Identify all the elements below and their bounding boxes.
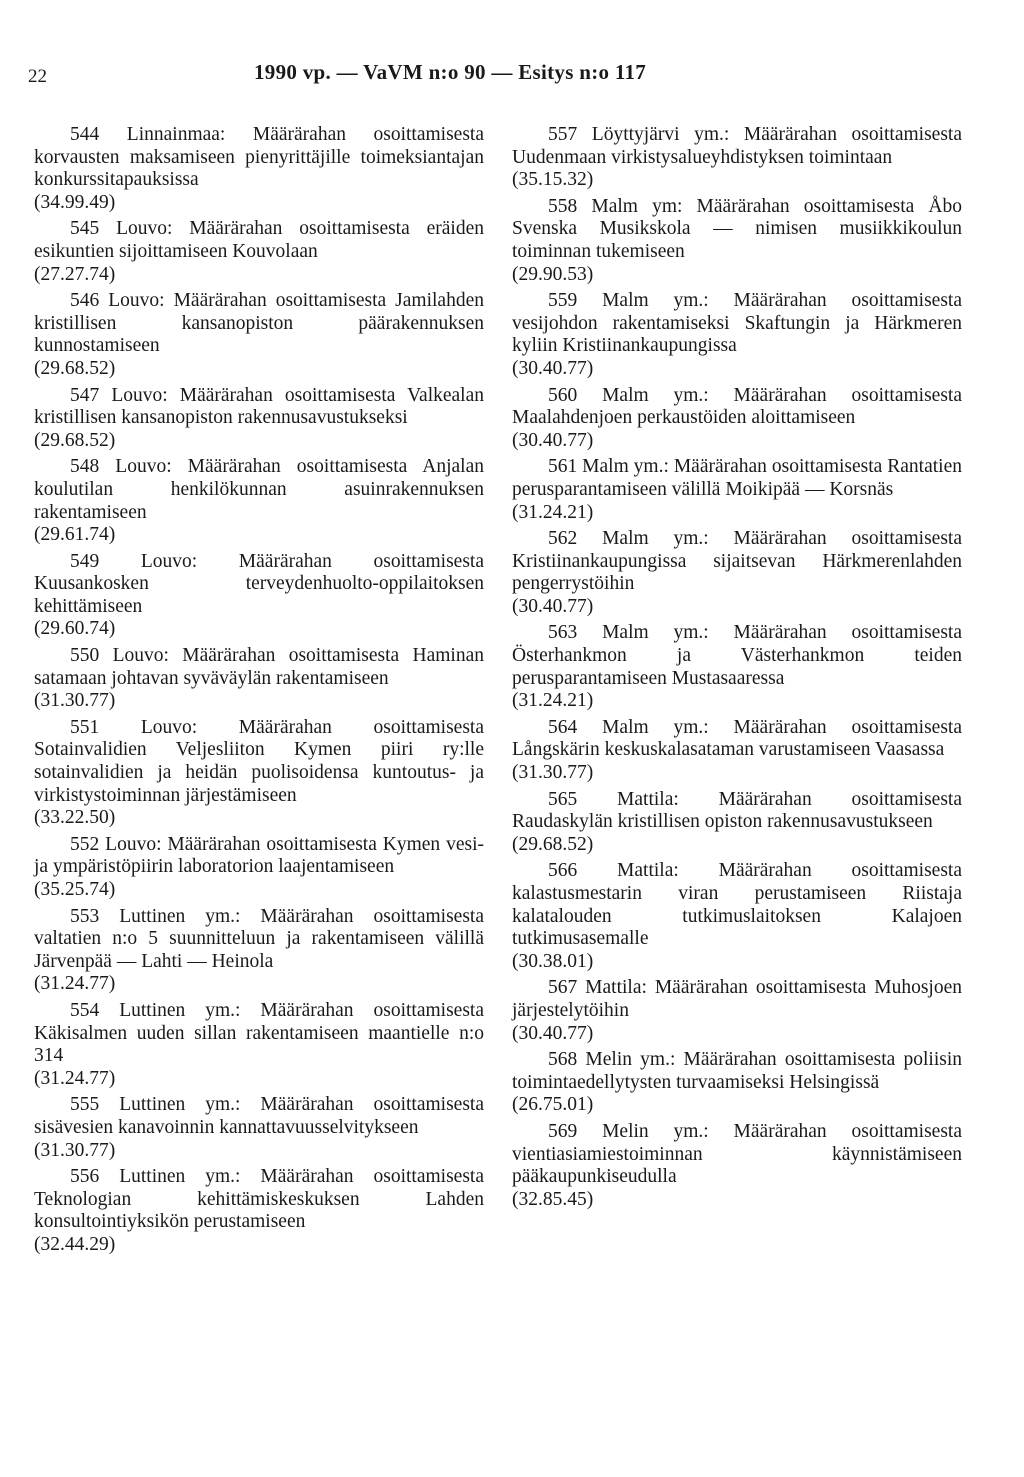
entry-text: 549 Louvo: Määrärahan osoittamisesta Kuusankosken terveydenhuolto-oppilaitoksen kehittämiseen xyxy=(34,550,484,617)
entry xyxy=(34,124,484,214)
entry-code: (33.22.50) xyxy=(34,807,116,829)
entry-code: (29.61.74) xyxy=(34,524,116,546)
entry-text: 561 Malm ym.: Määrärahan osoittamisesta Rantatien perusparantamiseen välillä Moikipää — Korsnäs xyxy=(512,456,962,500)
entry xyxy=(34,385,484,453)
entry-code: (29.90.53) xyxy=(512,263,594,285)
entry xyxy=(512,1121,962,1211)
entry-text: 568 Melin ym.: Määrärahan osoittamisesta poliisin toimintaedellytysten turvaamiseksi Helsingissä xyxy=(512,1049,962,1093)
entry-code: (30.40.77) xyxy=(512,1022,594,1044)
entry-code: (30.38.01) xyxy=(512,950,594,972)
entry-text: 554 Luttinen ym.: Määrärahan osoittamisesta Käkisalmen uuden sillan rakentamiseen maantielle n:o 314 xyxy=(34,999,484,1067)
entry xyxy=(512,789,962,857)
entry-code: (31.30.77) xyxy=(512,762,594,784)
entry-code: (31.30.77) xyxy=(34,690,116,712)
entry-text: 551 Louvo: Määrärahan osoittamisesta Sotainvalidien Veljesliiton Kymen piiri ry:lle sotainvalidien ja heidän puolisoidensa kuntoutus- ja virkistystoiminnan järjestämiseen xyxy=(34,716,484,806)
left-column xyxy=(34,124,484,1261)
entry-code: (30.40.77) xyxy=(512,357,594,379)
entry-code: (31.30.77) xyxy=(34,1139,116,1161)
entry-code: (31.24.77) xyxy=(34,1067,116,1089)
entry xyxy=(34,1166,484,1256)
entry xyxy=(34,1094,484,1162)
entry xyxy=(34,834,484,902)
entry-text: 556 Luttinen ym.: Määrärahan osoittamisesta Teknologian kehittämiskeskuksen Lahden konsultointiyksikön perustamiseen xyxy=(34,1166,484,1233)
entry-text: 566 Mattila: Määrärahan osoittamisesta kalastusmestarin viran perustamiseen Riistaja kalatalouden tutkimuslaitoksen Kalajoen tutkimusasemalle xyxy=(512,860,962,950)
entry-code: (32.85.45) xyxy=(512,1188,594,1210)
entry-code: (30.40.77) xyxy=(512,429,594,451)
entry-text: 547 Louvo: Määrärahan osoittamisesta Valkealan kristillisen kansanopiston rakennusavustukseksi xyxy=(34,384,484,429)
page-number: 22 xyxy=(28,66,47,87)
entry-text: 553 Luttinen ym.: Määrärahan osoittamisesta valtatien n:o 5 suunnitteluun ja rakentamiseen välillä Järvenpää — Lahti — Heinola xyxy=(34,905,484,972)
entry xyxy=(34,290,484,380)
entry-text: 555 Luttinen ym.: Määrärahan osoittamisesta sisävesien kanavoinnin kannattavuusselvitykseen xyxy=(34,1094,484,1138)
entry-text: 560 Malm ym.: Määrärahan osoittamisesta Maalahdenjoen perkaustöiden aloittamiseen xyxy=(512,384,962,429)
entry-text: 550 Louvo: Määrärahan osoittamisesta Haminan satamaan johtavan syväväylän rakentamiseen xyxy=(34,645,484,689)
entry xyxy=(34,551,484,641)
entry xyxy=(512,290,962,380)
entry xyxy=(512,124,962,192)
entry-code: (29.68.52) xyxy=(34,429,116,451)
entry-text: 546 Louvo: Määrärahan osoittamisesta Jamilahden kristillisen kansanopiston päärakennuksen kunnostamiseen xyxy=(34,290,484,357)
entry xyxy=(512,622,962,712)
entry-text: 562 Malm ym.: Määrärahan osoittamisesta Kristiinankaupungissa sijaitsevan Härkmerenlahden pengerrystöihin xyxy=(512,528,962,595)
entry xyxy=(512,385,962,453)
entry-code: (35.25.74) xyxy=(34,879,116,900)
entry xyxy=(512,456,962,524)
entry-code: (31.24.21) xyxy=(512,690,594,712)
entry-text: 564 Malm ym.: Määrärahan osoittamisesta Långskärin keskuskalasataman varustamiseen Vaasassa xyxy=(512,716,962,761)
entry-text: 552 Louvo: Määrärahan osoittamisesta Kymen vesi- ja ympäristöpiirin laboratorion laajentamiseen xyxy=(34,833,484,878)
entry-code: (31.24.77) xyxy=(34,973,116,995)
entry xyxy=(512,528,962,618)
entry xyxy=(34,645,484,713)
entry-text: 567 Mattila: Määrärahan osoittamisesta Muhosjoen järjestelytöihin xyxy=(512,977,962,1021)
entry-text: 565 Mattila: Määrärahan osoittamisesta Raudaskylän kristillisen opiston rakennusavustukseen xyxy=(512,788,962,833)
entry-text: 557 Löyttyjärvi ym.: Määrärahan osoittamisesta Uudenmaan virkistysalueyhdistyksen toimintaan xyxy=(512,124,962,168)
entry-code: (27.27.74) xyxy=(34,263,116,285)
entry-code: (30.40.77) xyxy=(512,595,594,617)
entry xyxy=(34,906,484,996)
entry-code: (29.68.52) xyxy=(34,357,116,379)
running-head: 1990 vp. — VaVM n:o 90 — Esitys n:o 117 xyxy=(254,60,647,84)
entry-code: (31.24.21) xyxy=(512,501,594,523)
entry xyxy=(512,196,962,286)
right-column xyxy=(512,124,962,1215)
entry xyxy=(34,1000,484,1090)
entry-code: (29.68.52) xyxy=(512,833,594,855)
entry-text: 569 Melin ym.: Määrärahan osoittamisesta vientiasiamiestoiminnan käynnistämiseen pääkaupunkiseudulla xyxy=(512,1120,962,1188)
entry-text: 545 Louvo: Määrärahan osoittamisesta eräiden esikuntien sijoittamiseen Kouvolaan xyxy=(34,218,484,262)
entry xyxy=(512,977,962,1045)
entry-text: 558 Malm ym: Määrärahan osoittamisesta Åbo Svenska Musikskola — nimisen musiikkikoulun toiminnan tukemiseen xyxy=(512,195,962,262)
entry xyxy=(34,456,484,546)
entry-text: 563 Malm ym.: Määrärahan osoittamisesta Österhankmon ja Västerhankmon teiden perusparantamiseen Mustasaaressa xyxy=(512,622,962,689)
entry xyxy=(512,717,962,785)
entry-code: (35.15.32) xyxy=(512,169,594,191)
entry xyxy=(34,218,484,286)
entry-code: (32.44.29) xyxy=(34,1233,116,1255)
entry xyxy=(34,717,484,830)
entry-text: 559 Malm ym.: Määrärahan osoittamisesta vesijohdon rakentamiseksi Skaftungin ja Härkmeren kyliin Kristiinankaupungissa xyxy=(512,290,962,357)
entry xyxy=(512,1049,962,1117)
entry-text: 548 Louvo: Määrärahan osoittamisesta Anjalan koulutilan henkilökunnan asuinrakennuksen rakentamiseen xyxy=(34,456,484,523)
entry-text: 544 Linnainmaa: Määrärahan osoittamisesta korvausten maksamiseen pienyrittäjille toimeksiantajan konkurssitapauksissa xyxy=(34,124,484,191)
entry-code: (29.60.74) xyxy=(34,618,116,640)
entry-code: (26.75.01) xyxy=(512,1094,594,1116)
entry-code: (34.99.49) xyxy=(34,191,116,213)
entry xyxy=(512,860,962,973)
